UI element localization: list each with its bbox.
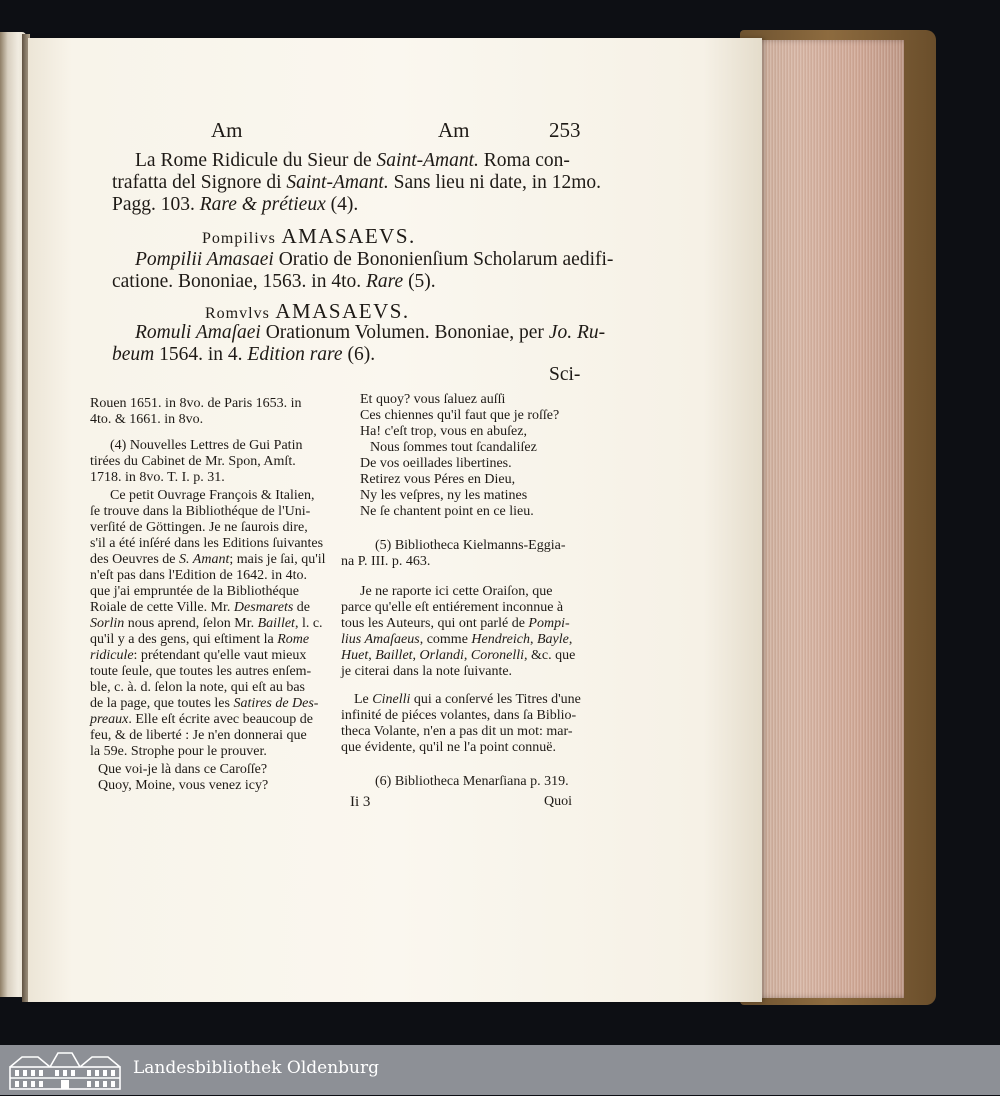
italic-run: Hendreich	[471, 632, 530, 647]
footnote-line	[90, 600, 310, 616]
footnote-line	[90, 520, 308, 536]
italic-run: Pompilii Amasaei	[135, 249, 274, 270]
text-run: la 59e. Strophe pour le prouver.	[90, 744, 267, 759]
text-run: (5) Bibliotheca Kielmanns-Eggia-	[375, 538, 566, 553]
text-run: feu, & de liberté : Je n'en donnerai que	[90, 728, 307, 743]
catchword-main: Sci-	[549, 364, 581, 385]
text-run: Ne ſe chantent point en ce lieu.	[360, 504, 534, 519]
footnote-line	[90, 552, 326, 568]
footnote-line	[90, 664, 311, 680]
footnote-line	[90, 454, 296, 470]
text-run: Le	[354, 692, 373, 707]
italic-run: ridicule	[90, 648, 134, 663]
footnote-line	[370, 440, 537, 456]
text-run: , comme	[419, 632, 472, 647]
text-run: ſe trouve dans la Bibliothéque de l'Uni-	[90, 504, 311, 519]
italic-run: Rare	[366, 271, 404, 292]
footnote-line	[90, 696, 318, 712]
page-edges	[752, 40, 904, 998]
text-run: des Oeuvres de	[90, 552, 180, 567]
entry1-line1	[135, 150, 570, 172]
entry2-line1	[135, 249, 613, 271]
text-run: Je ne raporte ici cette Oraiſon, que	[360, 584, 553, 599]
italic-run: preaux	[90, 712, 129, 727]
footnote-line	[360, 456, 512, 472]
text-run: que évidente, qu'il ne l'a point connuë.	[341, 740, 556, 755]
text-run: , l. c.	[294, 616, 323, 631]
text-run: 1718. in 8vo. T. I. p. 31.	[90, 470, 225, 485]
text-run: (6) Bibliotheca Menarſiana p. 319.	[375, 774, 569, 789]
text-run: ,	[568, 632, 573, 647]
heading-small-caps: Pompilivs	[202, 230, 276, 247]
text-run: 1564. in 4.	[154, 344, 248, 365]
text-run: (5).	[403, 271, 436, 292]
italic-run: lius Amaſaeus	[341, 632, 420, 647]
footnote-line	[360, 584, 552, 600]
text-run: Ha! c'eſt trop, vous en abuſez,	[360, 424, 527, 439]
text-run: n'eſt pas dans l'Edition de 1642. in 4to.	[90, 568, 307, 583]
footnote-line	[90, 396, 302, 412]
footnote-line	[90, 744, 267, 760]
text-run: je citerai dans la note ſuivante.	[341, 664, 513, 679]
italic-run: Rome	[277, 632, 310, 647]
italic-run: Pompi-	[528, 616, 570, 631]
footnote-line	[341, 600, 563, 616]
signature-mark: Ii 3	[350, 794, 371, 810]
italic-run: Desmarets	[233, 600, 294, 615]
text-run: ,	[530, 632, 537, 647]
footnote-line	[354, 692, 581, 708]
text-run: . Elle eſt écrite avec beaucoup de	[128, 712, 313, 727]
italic-run: Orlandi	[419, 648, 464, 663]
text-run: na P. III. p. 463.	[341, 554, 431, 569]
library-name: Landesbibliothek Oldenburg	[133, 1058, 380, 1078]
italic-run: Coronelli	[470, 648, 525, 663]
text-run: qui a conſervé les Titres d'une	[410, 692, 581, 707]
footnote-line	[90, 536, 323, 552]
footnote-line	[341, 632, 572, 648]
text-run: Sans lieu ni date, in 12mo.	[388, 172, 602, 193]
footnote-line	[98, 778, 268, 794]
footnote-line	[90, 728, 307, 744]
text-run: Retirez vous Péres en Dieu,	[360, 472, 516, 487]
italic-run: Rare & prétieux	[199, 194, 326, 215]
text-run: catione. Bononiae, 1563. in 4to.	[112, 271, 366, 292]
entry3-line1	[135, 322, 605, 344]
text-run: (4).	[325, 194, 359, 215]
text-run: Ces chiennes qu'il faut que je roſſe?	[360, 408, 560, 423]
text-run: parce qu'elle eſt entiérement inconnue à	[341, 600, 564, 615]
footnote-line	[360, 488, 527, 504]
running-header-left: Am	[211, 118, 243, 142]
text-run: Orationum Volumen. Bononiae, per	[260, 322, 549, 343]
footnote-line	[90, 648, 306, 664]
text-run: trafatta del Signore di	[112, 172, 287, 193]
text-run: Roma con-	[478, 150, 570, 171]
italic-run: Baillet	[257, 616, 295, 631]
italic-run: Satires de Des-	[233, 696, 319, 711]
text-run: ,	[368, 648, 376, 663]
footnote-line	[341, 616, 570, 632]
text-run: Oratio de Bononienſium Scholarum aedifi-	[273, 249, 614, 270]
footnote-line	[375, 538, 566, 554]
text-run: nous aprend, ſelon Mr.	[124, 616, 258, 631]
text-run: s'il a été inſéré dans les Editions ſuivantes	[90, 536, 324, 551]
italic-run: Saint-Amant.	[376, 150, 479, 171]
italic-run: Edition rare	[247, 344, 343, 365]
text-run: Que voi-je là dans ce Caroſſe?	[98, 762, 268, 777]
heading-small-caps: Romvlvs	[205, 305, 270, 322]
text-run: , &c. que	[524, 648, 576, 663]
italic-run: S. Amant	[179, 552, 230, 567]
footnote-line	[98, 762, 267, 778]
text-run: 4to. & 1661. in 8vo.	[90, 412, 204, 427]
entry2-line2	[112, 271, 436, 293]
footnote-line	[341, 724, 573, 740]
text-run: ,	[412, 648, 420, 663]
italic-run: Baillet	[375, 648, 413, 663]
text-run: Quoy, Moine, vous venez icy?	[98, 778, 269, 793]
footnote-line	[90, 470, 225, 486]
heading-romulus	[205, 299, 410, 324]
text-run: infinité de piéces volantes, dans ſa Biblio-	[341, 708, 577, 723]
text-run: (6).	[342, 344, 376, 365]
italic-run: Bayle	[537, 632, 569, 647]
entry1-line3	[112, 194, 358, 216]
text-run: verſité de Göttingen. Je ne ſaurois dire,	[90, 520, 308, 535]
footnote-line	[360, 424, 527, 440]
text-run: que j'ai empruntée de la Bibliothéque	[90, 584, 299, 599]
footnote-line	[341, 648, 575, 664]
library-building-icon	[8, 1049, 122, 1091]
text-run: Rouen 1651. in 8vo. de Paris 1653. in	[90, 396, 302, 411]
text-run: toute ſeule, que toutes les autres enſem-	[90, 664, 312, 679]
running-header-center: Am	[438, 118, 470, 142]
footnote-line	[375, 774, 569, 790]
text-run: ble, c. à. d. ſelon la note, qui eſt au bas	[90, 680, 305, 695]
heading-pompilius	[202, 224, 416, 249]
footnote-line	[110, 488, 315, 504]
footnote-line	[90, 504, 310, 520]
footnote-line	[360, 408, 559, 424]
italic-run: beum	[112, 344, 155, 365]
footnote-line	[90, 616, 323, 632]
footnote-line	[90, 680, 305, 696]
text-run: De vos oeillades libertines.	[360, 456, 512, 471]
heading-caps: AMASAEVS.	[281, 224, 416, 248]
footnote-line	[341, 708, 576, 724]
text-run: (4) Nouvelles Lettres de Gui Patin	[110, 438, 303, 453]
page-number: 253	[549, 118, 581, 142]
footnote-line	[90, 632, 309, 648]
italic-run: Romuli Amaſaei	[135, 322, 261, 343]
footnote-line	[341, 554, 430, 570]
entry3-line2	[112, 344, 375, 366]
text-run: Roiale de cette Ville. Mr.	[90, 600, 234, 615]
heading-caps: AMASAEVS.	[275, 299, 410, 323]
text-run: tous les Auteurs, qui ont parlé de	[341, 616, 529, 631]
text-run: qu'il y a des gens, qui eſtiment la	[90, 632, 278, 647]
text-run: ,	[463, 648, 471, 663]
footnote-line	[341, 664, 512, 680]
footnote-line	[360, 504, 534, 520]
italic-run: Cinelli	[372, 692, 411, 707]
text-run: ; mais je ſai, qu'il	[229, 552, 326, 567]
text-run: Ny les veſpres, ny les matines	[360, 488, 528, 503]
library-footer	[0, 1045, 1000, 1095]
footnote-line	[341, 740, 556, 756]
footnote-line	[360, 472, 515, 488]
text-run: theca Volante, n'en a pas dit un mot: mar-	[341, 724, 573, 739]
footnote-line	[90, 584, 299, 600]
footnote-line	[110, 438, 302, 454]
italic-run: Jo. Ru-	[548, 322, 606, 343]
italic-run: Saint-Amant.	[286, 172, 389, 193]
text-run: Ce petit Ouvrage François & Italien,	[110, 488, 315, 503]
text-run: Pagg. 103.	[112, 194, 200, 215]
text-run: Et quoy? vous ſaluez auſſi	[360, 392, 506, 407]
footnote-line	[90, 412, 203, 428]
italic-run: Sorlin	[90, 616, 125, 631]
text-run: Nous ſommes tout ſcandaliſez	[370, 440, 537, 455]
text-run: La Rome Ridicule du Sieur de	[135, 150, 377, 171]
text-run: tirées du Cabinet de Mr. Spon, Amſt.	[90, 454, 296, 469]
footnote-line	[90, 712, 313, 728]
text-run: de la page, que toutes les	[90, 696, 234, 711]
catchword-foot: Quoi	[544, 794, 572, 809]
text-run: : prétendant qu'elle vaut mieux	[133, 648, 307, 663]
footnote-line	[360, 392, 505, 408]
footnote-line	[90, 568, 307, 584]
text-run: de	[293, 600, 311, 615]
entry1-line2	[112, 172, 601, 194]
italic-run: Huet	[341, 648, 369, 663]
